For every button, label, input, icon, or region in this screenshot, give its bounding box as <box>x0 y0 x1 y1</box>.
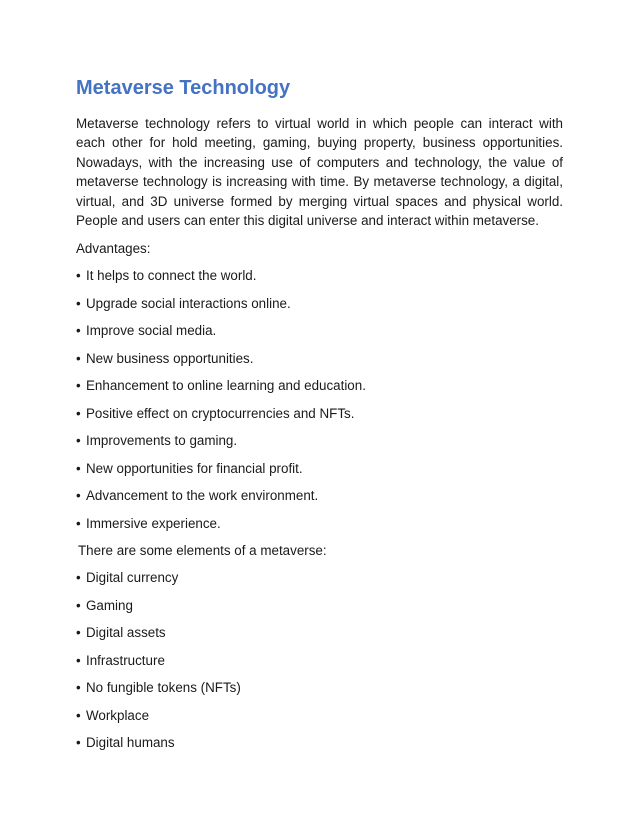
list-item-text: Digital currency <box>86 570 179 586</box>
list-item-text: Workplace <box>86 707 150 723</box>
bullet-marker: • <box>76 597 81 613</box>
list-item <box>76 487 563 504</box>
bullet-marker: • <box>76 515 81 531</box>
bullet-marker: • <box>76 378 81 394</box>
document-page <box>76 72 563 762</box>
list-item-text: It helps to connect the world. <box>86 268 257 284</box>
list-item-text: Digital assets <box>86 625 166 641</box>
elements-heading: There are some elements of a metaverse: <box>78 543 327 559</box>
list-item <box>76 322 563 339</box>
bullet-marker: • <box>76 268 81 284</box>
bullet-marker: • <box>76 405 81 421</box>
list-item <box>76 515 563 532</box>
list-item <box>76 350 563 367</box>
bullet-marker: • <box>76 460 81 476</box>
elements-list <box>76 569 563 751</box>
list-item-text: No fungible tokens (NFTs) <box>86 680 241 696</box>
document-title: Metaverse Technology <box>76 77 291 99</box>
list-item <box>76 597 563 614</box>
list-item-text: Improve social media. <box>86 323 217 339</box>
list-item-text: Advancement to the work environment. <box>86 488 319 504</box>
list-item <box>76 432 563 449</box>
list-item-text: Digital humans <box>86 735 175 751</box>
list-item-text: Enhancement to online learning and education. <box>86 378 366 394</box>
list-item-text: Improvements to gaming. <box>86 433 238 449</box>
intro-paragraph: Metaverse technology refers to virtual world in which people can interact with each other for hold meeting, gaming, buying property, business opportunities. Nowadays, with the increasing use of computers and technology, the value of metaverse technology is increasing with time. By metaverse technology, a digital, virtual, and 3D universe formed by merging virtual spaces and physical world. People and users can enter this digital universe and interact within metaverse. <box>76 116 563 229</box>
bullet-marker: • <box>76 707 81 723</box>
list-item <box>76 734 563 751</box>
list-item <box>76 679 563 696</box>
list-item-text: New opportunities for financial profit. <box>86 460 303 476</box>
list-item-text: Upgrade social interactions online. <box>86 295 291 311</box>
bullet-marker: • <box>76 652 81 668</box>
list-item-text: Infrastructure <box>86 652 165 668</box>
bullet-marker: • <box>76 570 81 586</box>
list-item <box>76 405 563 422</box>
bullet-marker: • <box>76 680 81 696</box>
bullet-marker: • <box>76 295 81 311</box>
list-item-text: Immersive experience. <box>86 515 221 531</box>
list-item <box>76 460 563 477</box>
list-item <box>76 377 563 394</box>
bullet-marker: • <box>76 625 81 641</box>
bullet-marker: • <box>76 433 81 449</box>
advantages-heading: Advantages: <box>76 241 151 257</box>
list-item <box>76 707 563 724</box>
list-item-text: Positive effect on cryptocurrencies and NFTs. <box>86 405 355 421</box>
list-item <box>76 267 563 284</box>
bullet-marker: • <box>76 488 81 504</box>
advantages-list <box>76 267 563 532</box>
list-item <box>76 295 563 312</box>
bullet-marker: • <box>76 735 81 751</box>
list-item <box>76 624 563 641</box>
list-item <box>76 569 563 586</box>
bullet-marker: • <box>76 350 81 366</box>
list-item-text: Gaming <box>86 597 133 613</box>
list-item-text: New business opportunities. <box>86 350 254 366</box>
list-item <box>76 652 563 669</box>
bullet-marker: • <box>76 323 81 339</box>
